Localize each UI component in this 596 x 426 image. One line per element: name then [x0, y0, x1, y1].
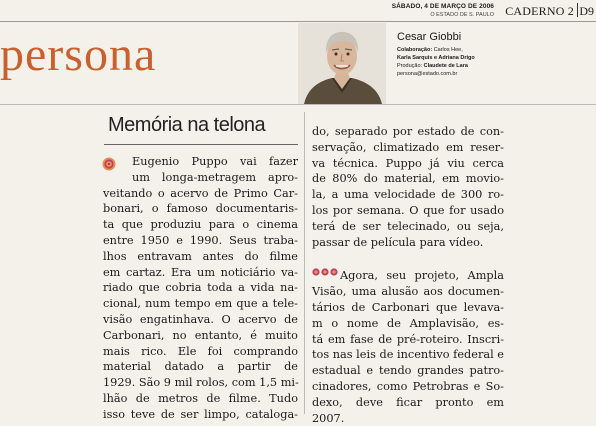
- headline-underline: [104, 144, 298, 145]
- header-rule: [0, 104, 596, 105]
- text-line: bonari, o famoso documentaris-: [103, 202, 298, 216]
- portrait-image: [298, 23, 386, 104]
- credit-value: Carlos Hee,: [433, 47, 463, 53]
- target-bullet-icon: [102, 156, 116, 175]
- page-header: [0, 0, 596, 22]
- text-line: riado que cobria toda a vida na-: [103, 281, 298, 295]
- text-line: material datado a partir de: [103, 360, 298, 374]
- text-line: dexo, deve ficar pronto em: [312, 395, 504, 409]
- column-credits: [397, 30, 487, 78]
- credit-collaboration: [397, 46, 487, 54]
- text-line: Carbonari, no entanto, é muito: [103, 328, 298, 342]
- credit-label: Colaboração:: [397, 47, 433, 53]
- text-line: Eugenio Puppo vai fazer: [132, 155, 298, 168]
- columnist-photo: [298, 23, 386, 104]
- section-name: CADERNO 2: [505, 4, 574, 18]
- text-line: la, a uma velocidade de 300 ro-: [312, 188, 504, 202]
- text-line: va técnica. Puppo já viu cerca: [312, 156, 504, 170]
- text-line: entre 1950 e 1990. Seus traba-: [103, 233, 298, 247]
- three-dots-bullet-icon: [312, 262, 338, 281]
- credit-label: Produção:: [397, 63, 423, 69]
- text-line: do, separado por estado de con-: [312, 125, 504, 138]
- text-line: 1929. São 9 mil rolos, com 1,5 mi-: [103, 376, 299, 390]
- text-line: estadual e tendo grandes patro-: [312, 364, 504, 378]
- credit-collaboration-cont: [397, 54, 487, 62]
- text-line: los por semana. O que for usado: [312, 203, 504, 217]
- credit-value: Karla Sarquis e Adriana Drigo: [397, 55, 475, 61]
- dateline: [392, 3, 494, 19]
- text-line: m o nome de Amplavisão, es-: [312, 316, 504, 330]
- text-line: visão engatinhava. O acervo de: [103, 312, 298, 326]
- text-line: tários de Carbonari que levava-: [312, 300, 504, 314]
- text-line: cional, num tempo em que a tele-: [103, 297, 298, 311]
- text-line: tos nas leis de incentivo federal e: [312, 348, 504, 362]
- text-line: veitando o acervo de Primo Car-: [103, 186, 298, 200]
- credit-production: [397, 62, 487, 70]
- columnist-name: Cesar Giobbi: [397, 31, 462, 43]
- text-line: 2007.: [312, 411, 345, 425]
- text-line: tá em fase de pré-roteiro. Inscri-: [312, 332, 504, 346]
- text-line: lhos entravam antes do filme: [103, 249, 298, 263]
- text-line: mais rico. Ele foi comprando: [103, 344, 298, 358]
- text-line: ta que produziu para o cinema: [103, 218, 298, 232]
- text-line: isso teve de ser limpo, cataloga-: [103, 407, 298, 421]
- issue-date: SÁBADO, 4 DE MARÇO DE 2006: [391, 3, 494, 10]
- article-column-1: [103, 154, 299, 423]
- text-line: passar de película para vídeo.: [312, 235, 484, 249]
- page-number: D9: [579, 4, 594, 18]
- text-line: terá de ser telecinado, ou seja,: [312, 219, 504, 233]
- text-line: Visão, uma alusão aos documen-: [312, 285, 504, 299]
- column-email: persona@estado.com.br: [397, 71, 458, 77]
- article-column-2: [312, 124, 504, 426]
- column-title: persona: [0, 28, 157, 81]
- article-headline: Memória na telona: [108, 114, 266, 136]
- text-line: em cartaz. Era um noticiário va-: [103, 265, 298, 279]
- text-line: lhão de metros de filme. Tudo: [103, 391, 298, 405]
- column-divider: [304, 112, 305, 414]
- text-line: servação, climatizado em reser-: [312, 140, 504, 154]
- text-line: Agora, seu projeto, Ampla: [340, 269, 504, 283]
- publication-name: O ESTADO DE S. PAULO: [430, 12, 494, 18]
- header-divider: [577, 3, 578, 17]
- text-line: cinadores, como Petrobras e So-: [312, 379, 504, 393]
- text-line: um longa-metragem apro-: [132, 170, 298, 184]
- text-line: de 80% do material, em movio-: [312, 172, 504, 186]
- credit-value: Claudete de Lara: [423, 63, 468, 69]
